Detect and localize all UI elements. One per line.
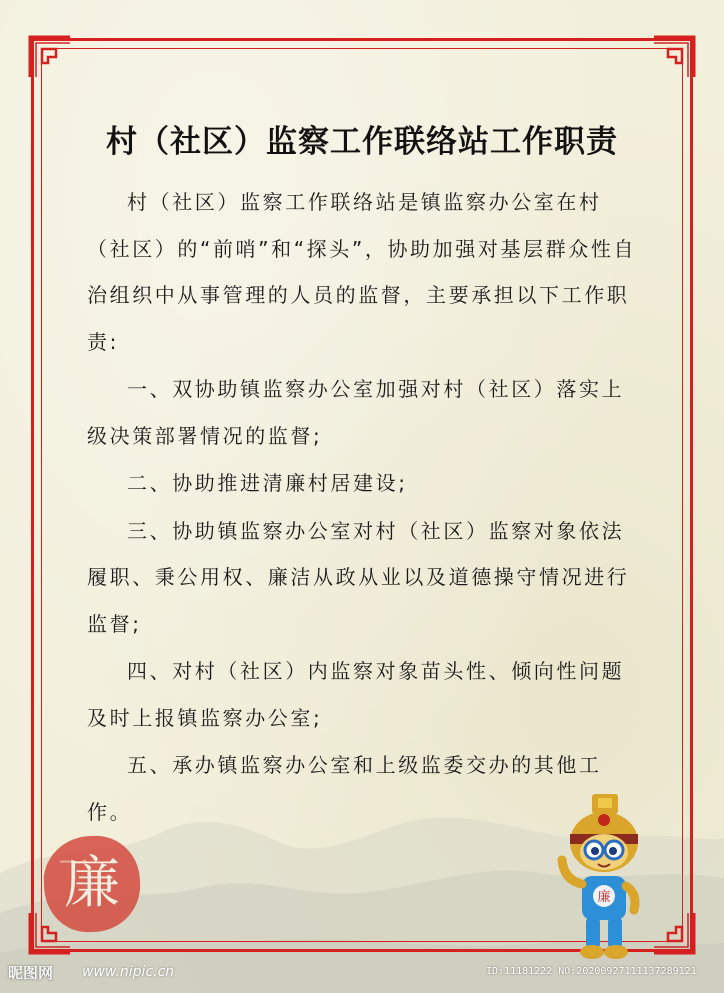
- duty-item-5: 五、承办镇监察办公室和上级监委交办的其他工作。: [87, 753, 602, 824]
- document-title: 村（社区）监察工作联络站工作职责: [106, 124, 618, 160]
- corner-ornament-top-right: [652, 33, 698, 79]
- intro-paragraph: 村（社区）监察工作联络站是镇监察办公室在村（社区）的“前哨”和“探头”，协助加强对基层群众性自治组织中从事管理的人员的监督，主要承担以下工作职责:: [87, 190, 637, 354]
- watermark-brand: 昵图网: [8, 964, 54, 982]
- lian-seal-stamp: [40, 832, 144, 936]
- seal-character: 廉: [64, 851, 120, 916]
- duty-item-3: 三、协助镇监察办公室对村（社区）监察对象依法履职、秉公用权、廉洁从政从业以及道德操守情况进行监督;: [87, 518, 630, 636]
- duty-item-4: 四、对村（社区）内监察对象苗头性、倾向性问题及时上报镇监察办公室;: [87, 659, 625, 730]
- mascot-badge-character: 廉: [597, 890, 611, 905]
- duty-item-2: 二、协助推进清廉村居建设;: [127, 471, 408, 495]
- mascot-figure: [548, 790, 660, 966]
- duty-item-1: 一、双协助镇监察办公室加强对村（社区）落实上级决策部署情况的监督;: [87, 377, 625, 448]
- watermark-image-id: ID:11181222 NO:20200927111137289121: [486, 966, 697, 977]
- duties-text-body: [87, 179, 642, 835]
- watermark-url: www.nipic.cn: [82, 964, 175, 980]
- corner-ornament-top-left: [26, 33, 72, 79]
